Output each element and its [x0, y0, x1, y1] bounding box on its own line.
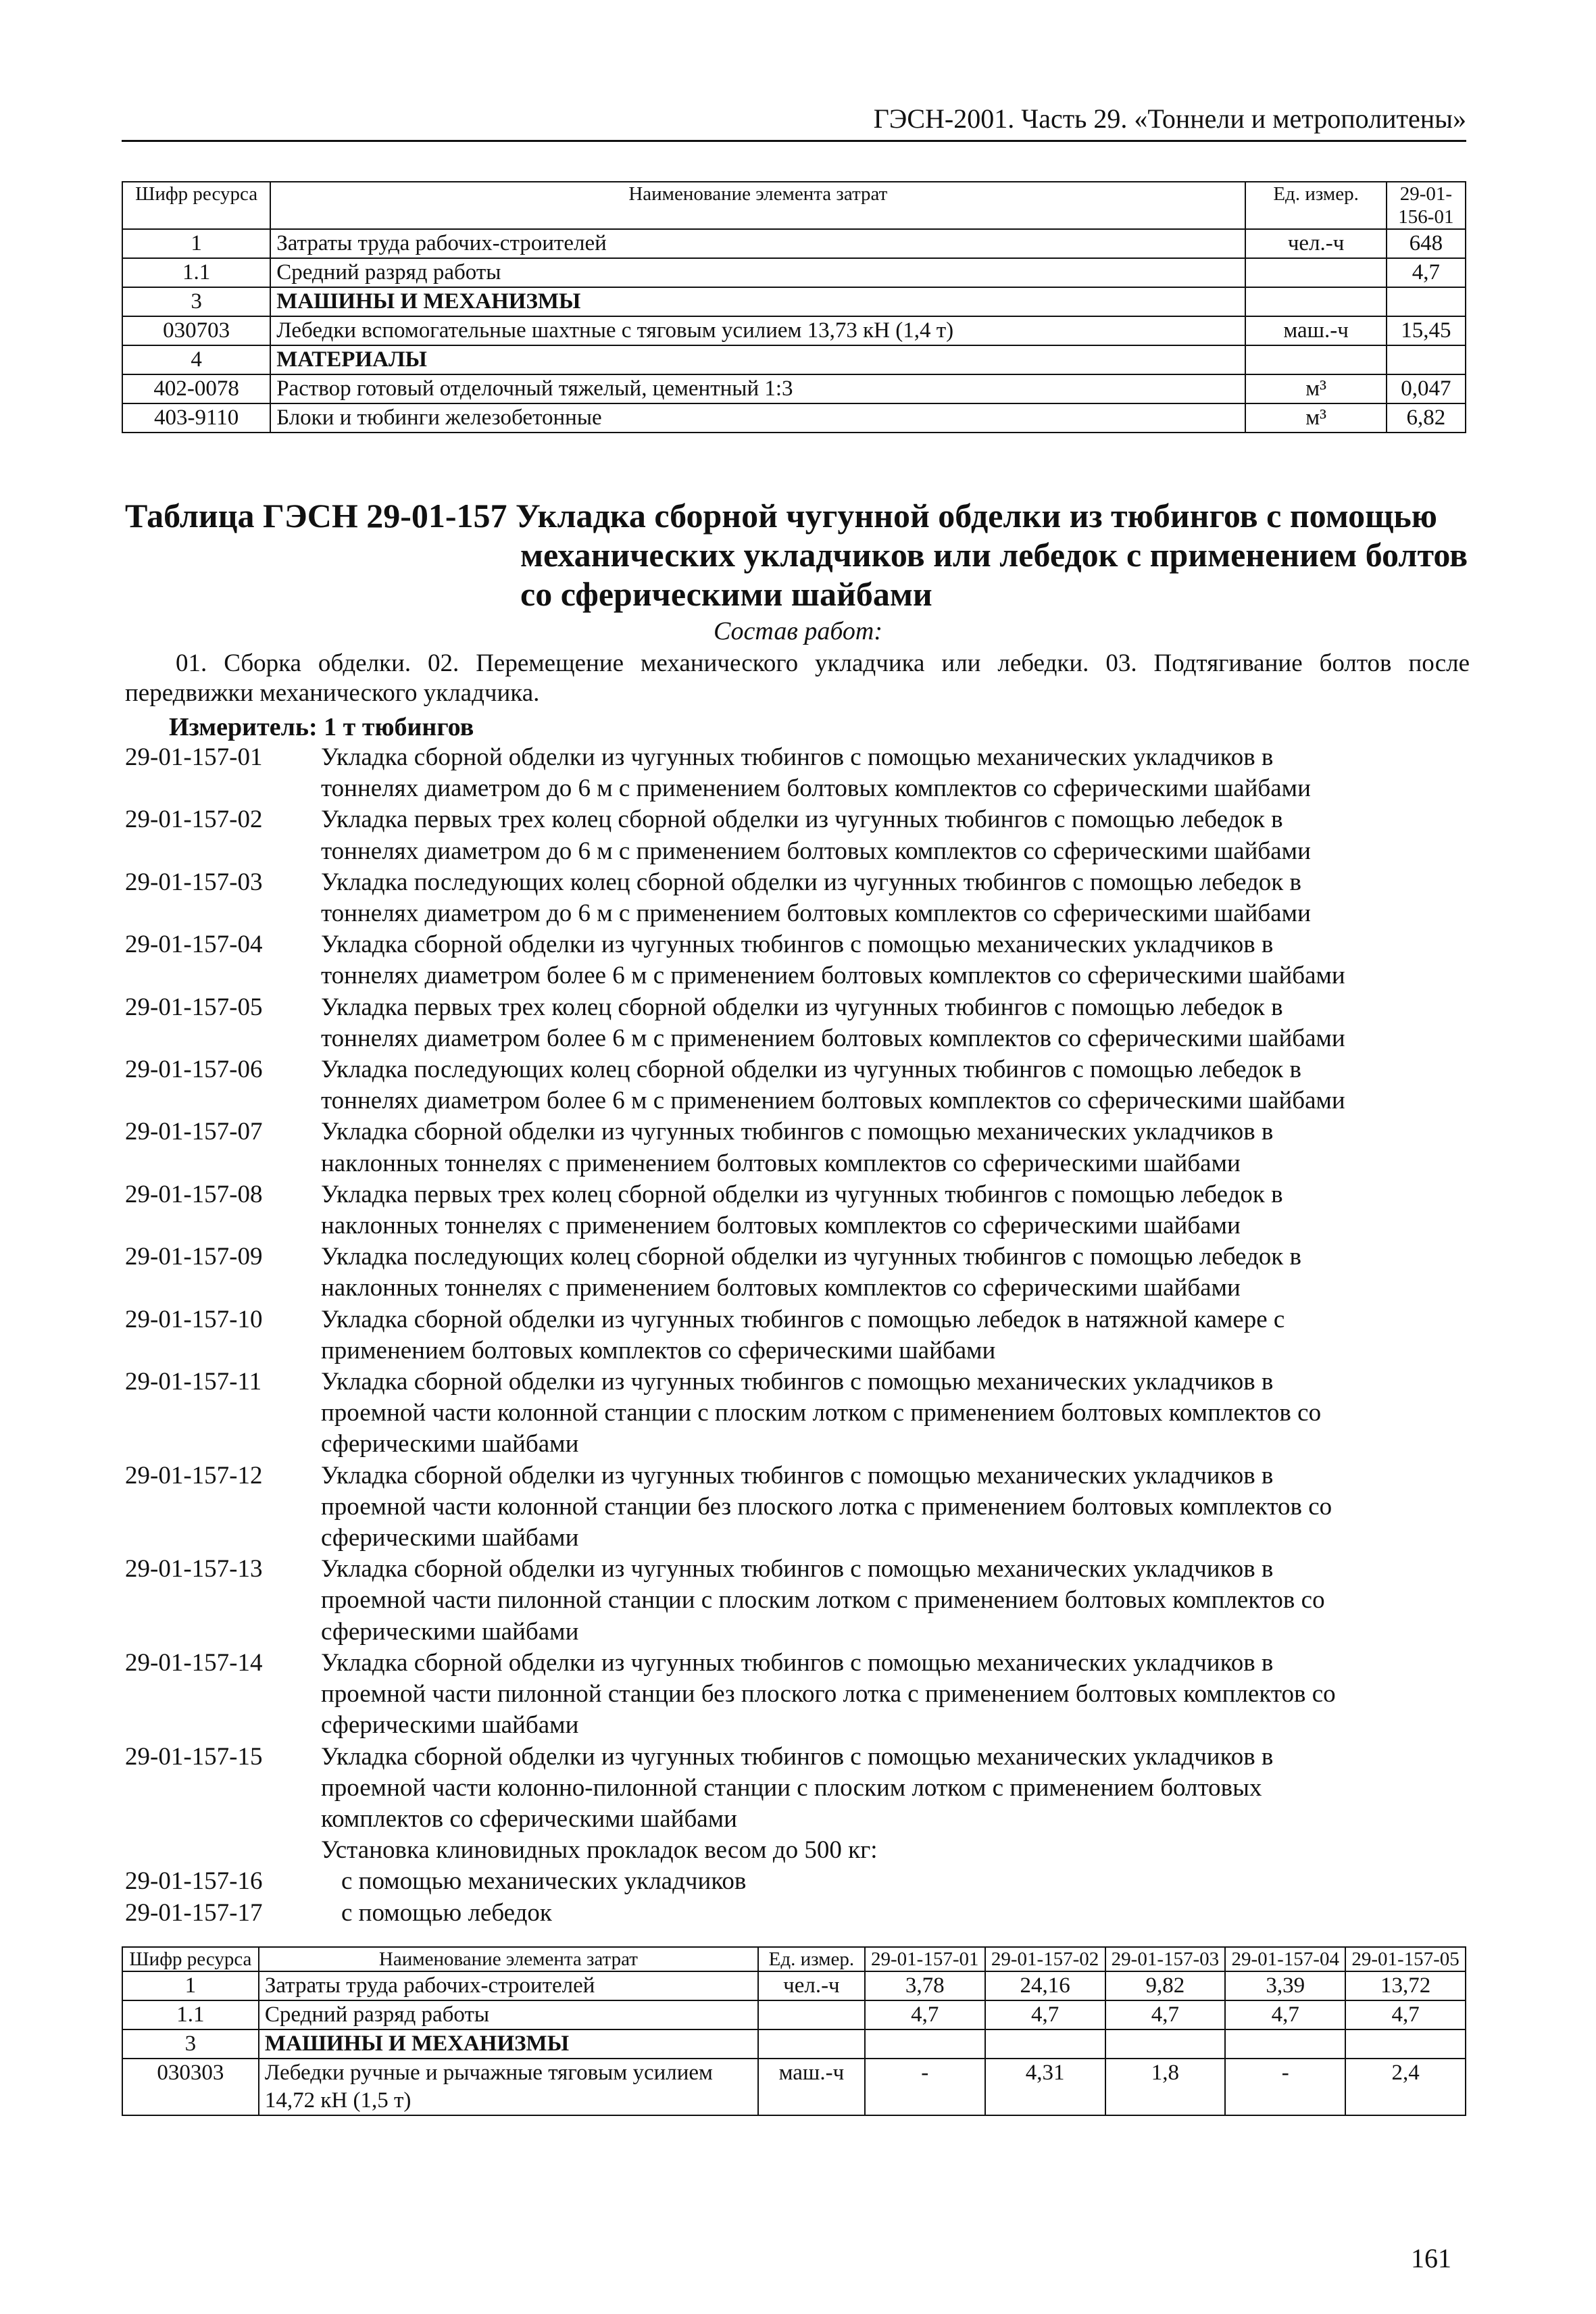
description-line: Укладка первых трех колец сборной обделки из чугунных тюбингов с помощью лебедок в	[321, 1180, 1283, 1208]
cell-value: 4,7	[1345, 2000, 1466, 2029]
description-line: применением болтовых комплектов со сферическими шайбами	[321, 1336, 996, 1364]
norm-code: 29-01-157-02	[125, 806, 263, 834]
col-header-value: 29-01-157-04	[1225, 1947, 1345, 1971]
norm-description	[321, 1304, 1470, 1367]
col-header-code: Шифр ресурса	[122, 1947, 259, 1971]
cell-name: Лебедки ручные и рычажные тяговым усилием 14,72 кН (1,5 т)	[259, 2059, 758, 2115]
list-item	[125, 1367, 1470, 1460]
cell-unit: чел.-ч	[1245, 229, 1386, 258]
cell-value	[1225, 2029, 1345, 2059]
description-line: Укладка первых трех колец сборной обделки из чугунных тюбингов с помощью лебедок в	[321, 806, 1283, 834]
col-header-unit: Ед. измер.	[1245, 182, 1386, 229]
table-row	[122, 403, 1466, 433]
description-line: Укладка сборной обделки из чугунных тюбингов с помощью механических укладчиков в	[321, 1461, 1274, 1490]
col-header-value: 29-01-157-01	[865, 1947, 985, 1971]
list-item	[125, 1460, 1470, 1554]
description-line: проемной части колонно-пилонной станции с плоским лотком с применением болтовых	[321, 1773, 1262, 1802]
norm-code: 29-01-157-03	[125, 868, 263, 896]
norm-description	[321, 1179, 1470, 1241]
description-line: Укладка первых трех колец сборной обделки из чугунных тюбингов с помощью лебедок в	[321, 993, 1283, 1021]
cell-value	[865, 2029, 985, 2059]
cell-code: 3	[122, 287, 270, 316]
col-header-code: Шифр ресурса	[122, 182, 270, 229]
cell-value	[985, 2029, 1105, 2059]
cell-name: Средний разряд работы	[270, 258, 1245, 287]
list-item	[125, 1054, 1470, 1116]
wedge-heading: Установка клиновидных прокладок весом до 500 кг:	[321, 1836, 878, 1865]
cell-name: Средний разряд работы	[259, 2000, 758, 2029]
list-item	[125, 1742, 1470, 1836]
cell-value: -	[865, 2059, 985, 2115]
description-line: Укладка сборной обделки из чугунных тюбингов с помощью механических укладчиков в	[321, 1742, 1274, 1771]
description-line: Укладка сборной обделки из чугунных тюбингов с помощью механических укладчиков в	[321, 1368, 1274, 1396]
list-item	[125, 1898, 1470, 1929]
cell-value: 648	[1387, 229, 1466, 258]
cell-unit: м³	[1245, 403, 1386, 433]
cell-value: 4,7	[985, 2000, 1105, 2029]
cell-name: МАШИНЫ И МЕХАНИЗМЫ	[270, 287, 1245, 316]
cell-unit	[758, 2029, 865, 2059]
cell-value: 24,16	[985, 1971, 1105, 2000]
cell-unit: чел.-ч	[758, 1971, 865, 2000]
norm-description	[321, 929, 1470, 991]
norm-code: 29-01-157-14	[125, 1648, 263, 1677]
col-header-unit: Ед. измер.	[758, 1947, 865, 1971]
description-line: сферическими шайбами	[321, 1711, 579, 1740]
description-line: тоннелях диаметром более 6 м с применением болтовых комплектов со сферическими шайбами	[321, 1087, 1345, 1115]
list-item	[125, 1241, 1470, 1304]
list-item	[125, 992, 1470, 1054]
page-number: 161	[1411, 2243, 1451, 2273]
cell-unit: маш.-ч	[758, 2059, 865, 2115]
description-line: наклонных тоннелях с применением болтовых комплектов со сферическими шайбами	[321, 1149, 1241, 1177]
cell-name: Лебедки вспомогательные шахтные с тяговым усилием 13,73 кН (1,4 т)	[270, 316, 1245, 345]
description-line: проемной части пилонной станции без плоского лотка с применением болтовых комплектов со	[321, 1680, 1336, 1708]
norm-code: 29-01-157-08	[125, 1180, 263, 1208]
description-line: тоннелях диаметром до 6 м с применением болтовых комплектов со сферическими шайбами	[321, 837, 1311, 865]
cell-code: 3	[122, 2029, 259, 2059]
cell-code: 030703	[122, 316, 270, 345]
norm-code: 29-01-157-07	[125, 1118, 263, 1146]
list-item	[125, 1179, 1470, 1241]
cell-value: 4,7	[1387, 258, 1466, 287]
col-header-name: Наименование элемента затрат	[270, 182, 1245, 229]
norm-code: 29-01-157-06	[125, 1056, 263, 1084]
running-header: ГЭСН-2001. Часть 29. «Тоннели и метрополитены»	[122, 103, 1466, 142]
cell-name: Затраты труда рабочих-строителей	[270, 229, 1245, 258]
cell-value: 3,39	[1225, 1971, 1345, 2000]
cell-value: 9,82	[1105, 1971, 1226, 2000]
cell-value	[1105, 2029, 1226, 2059]
norm-description	[321, 1742, 1470, 1836]
norm-code: 29-01-157-10	[125, 1305, 263, 1333]
cell-name: МАТЕРИАЛЫ	[270, 345, 1245, 374]
description-line: Укладка последующих колец сборной обделки из чугунных тюбингов с помощью лебедок в	[321, 1243, 1302, 1271]
norm-description	[321, 1648, 1470, 1742]
cell-code: 030303	[122, 2059, 259, 2115]
col-header-value: 29-01-157-02	[985, 1947, 1105, 1971]
norm-description	[321, 867, 1470, 929]
norm-description	[321, 992, 1470, 1054]
norm-code: 29-01-157-17	[125, 1898, 263, 1927]
cell-unit	[1245, 345, 1386, 374]
norm-description	[321, 1241, 1470, 1304]
measurement-unit: Измеритель: 1 т тюбингов	[169, 713, 474, 741]
list-item	[125, 804, 1470, 866]
list-item	[125, 742, 1470, 804]
table-row	[122, 2059, 1466, 2115]
description-line: сферическими шайбами	[321, 1524, 579, 1552]
cell-unit: маш.-ч	[1245, 316, 1386, 345]
cell-unit	[758, 2000, 865, 2029]
list-item	[125, 1866, 1470, 1897]
table-header-row	[122, 182, 1466, 229]
description-line: проемной части колонной станции без плоского лотка с применением болтовых комплектов со	[321, 1492, 1332, 1521]
norm-description	[321, 1554, 1470, 1648]
title-line-2: механических укладчиков или лебедок с применением болтов	[520, 536, 1468, 574]
cell-value	[1387, 287, 1466, 316]
cell-value: 3,78	[865, 1971, 985, 2000]
table-row	[122, 258, 1466, 287]
description-line: Укладка сборной обделки из чугунных тюбингов с помощью механических укладчиков в	[321, 1118, 1274, 1146]
description-line: Укладка сборной обделки из чугунных тюбингов с помощью механических укладчиков в	[321, 1555, 1274, 1583]
table-row	[122, 316, 1466, 345]
cell-value: 4,31	[985, 2059, 1105, 2115]
table-row	[122, 2029, 1466, 2059]
cell-value: 4,7	[1225, 2000, 1345, 2029]
description-line: Укладка последующих колец сборной обделки из чугунных тюбингов с помощью лебедок в	[321, 868, 1302, 896]
col-header-name: Наименование элемента затрат	[259, 1947, 758, 1971]
norm-description: с помощью лебедок	[341, 1898, 552, 1927]
cell-value: 1,8	[1105, 2059, 1226, 2115]
norm-code: 29-01-157-01	[125, 743, 263, 771]
description-line: Укладка сборной обделки из чугунных тюбингов с помощью механических укладчиков в	[321, 1648, 1274, 1677]
description-line: комплектов со сферическими шайбами	[321, 1804, 737, 1833]
norm-code: 29-01-157-16	[125, 1867, 263, 1896]
description-line: сферическими шайбами	[321, 1430, 579, 1458]
norm-code: 29-01-157-12	[125, 1461, 263, 1490]
norm-code: 29-01-157-15	[125, 1742, 263, 1771]
norm-description	[321, 804, 1470, 866]
cell-code: 1.1	[122, 258, 270, 287]
cell-code: 1	[122, 229, 270, 258]
cell-name: МАШИНЫ И МЕХАНИЗМЫ	[259, 2029, 758, 2059]
table-row	[122, 374, 1466, 403]
norm-description	[321, 1116, 1470, 1179]
norm-code: 29-01-157-11	[125, 1368, 262, 1396]
works-description: 01. Сборка обделки. 02. Перемещение механического укладчика или лебедки. 03. Подтягивание болтов после передвижки механического укладчика.	[125, 649, 1470, 707]
cell-value: 4,7	[1105, 2000, 1226, 2029]
composition-label: Состав работ:	[713, 617, 883, 645]
list-item	[125, 1648, 1470, 1742]
list-item	[125, 1116, 1470, 1179]
cell-value: 0,047	[1387, 374, 1466, 403]
col-header-value: 29-01-156-01	[1387, 182, 1466, 229]
description-line: сферическими шайбами	[321, 1617, 579, 1646]
norm-description	[321, 1054, 1470, 1116]
cell-name: Раствор готовый отделочный тяжелый, цементный 1:3	[270, 374, 1245, 403]
norm-code: 29-01-157-09	[125, 1243, 263, 1271]
description-line: Укладка сборной обделки из чугунных тюбингов с помощью механических укладчиков в	[321, 931, 1274, 959]
cell-unit: м³	[1245, 374, 1386, 403]
norm-description	[321, 1460, 1470, 1554]
cell-code: 1	[122, 1971, 259, 2000]
table-row	[122, 287, 1466, 316]
cell-value: 13,72	[1345, 1971, 1466, 2000]
cell-code: 4	[122, 345, 270, 374]
list-item	[125, 867, 1470, 929]
description-line: проемной части колонной станции с плоским лотком с применением болтовых комплектов со	[321, 1399, 1322, 1427]
col-header-value: 29-01-157-03	[1105, 1947, 1226, 1971]
title-line-3: со сферическими шайбами	[520, 575, 932, 613]
cell-code: 403-9110	[122, 403, 270, 433]
table-row	[122, 229, 1466, 258]
cell-name: Блоки и тюбинги железобетонные	[270, 403, 1245, 433]
title-line-1: Таблица ГЭСН 29-01-157 Укладка сборной чугунной обделки из тюбингов с помощью	[125, 497, 1437, 535]
cell-value: 15,45	[1387, 316, 1466, 345]
cell-value: 6,82	[1387, 403, 1466, 433]
norm-code: 29-01-157-04	[125, 931, 263, 959]
norm-codes-list	[125, 742, 1470, 1929]
table-row	[122, 2000, 1466, 2029]
cell-unit	[1245, 287, 1386, 316]
norm-description: с помощью механических укладчиков	[341, 1867, 747, 1896]
norm-code: 29-01-157-05	[125, 993, 263, 1021]
description-line: проемной части пилонной станции с плоским лотком с применением болтовых комплектов со	[321, 1586, 1325, 1615]
description-line: тоннелях диаметром более 6 м с применением болтовых комплектов со сферическими шайбами	[321, 1024, 1345, 1052]
cell-name: Затраты труда рабочих-строителей	[259, 1971, 758, 2000]
norm-code: 29-01-157-13	[125, 1555, 263, 1583]
description-line: тоннелях диаметром более 6 м с применением болтовых комплектов со сферическими шайбами	[321, 962, 1345, 990]
table-row	[122, 345, 1466, 374]
cell-value: -	[1225, 2059, 1345, 2115]
cell-code: 1.1	[122, 2000, 259, 2029]
col-header-value: 29-01-157-05	[1345, 1947, 1466, 1971]
description-line: наклонных тоннелях с применением болтовых комплектов со сферическими шайбами	[321, 1274, 1241, 1302]
cell-value	[1345, 2029, 1466, 2059]
description-line: Укладка последующих колец сборной обделки из чугунных тюбингов с помощью лебедок в	[321, 1056, 1302, 1084]
cell-value: 2,4	[1345, 2059, 1466, 2115]
description-line: Укладка сборной обделки из чугунных тюбингов с помощью механических укладчиков в	[321, 743, 1274, 771]
norm-description	[321, 1367, 1470, 1460]
list-item	[125, 1554, 1470, 1648]
table-row	[122, 1971, 1466, 2000]
cell-code: 402-0078	[122, 374, 270, 403]
description-line: тоннелях диаметром до 6 м с применением болтовых комплектов со сферическими шайбами	[321, 774, 1311, 803]
cell-value: 4,7	[865, 2000, 985, 2029]
list-item	[125, 929, 1470, 991]
description-line: наклонных тоннелях с применением болтовых комплектов со сферическими шайбами	[321, 1212, 1241, 1240]
resources-table-157	[122, 1946, 1466, 2116]
table-header-row	[122, 1947, 1466, 1971]
cell-value	[1387, 345, 1466, 374]
list-item	[125, 1304, 1470, 1367]
resources-table-156	[122, 181, 1466, 433]
table-title	[125, 496, 1470, 614]
description-line: тоннелях диаметром до 6 м с применением болтовых комплектов со сферическими шайбами	[321, 900, 1311, 928]
cell-unit	[1245, 258, 1386, 287]
norm-description	[321, 742, 1470, 804]
description-line: Укладка сборной обделки из чугунных тюбингов с помощью лебедок в натяжной камере с	[321, 1305, 1285, 1333]
